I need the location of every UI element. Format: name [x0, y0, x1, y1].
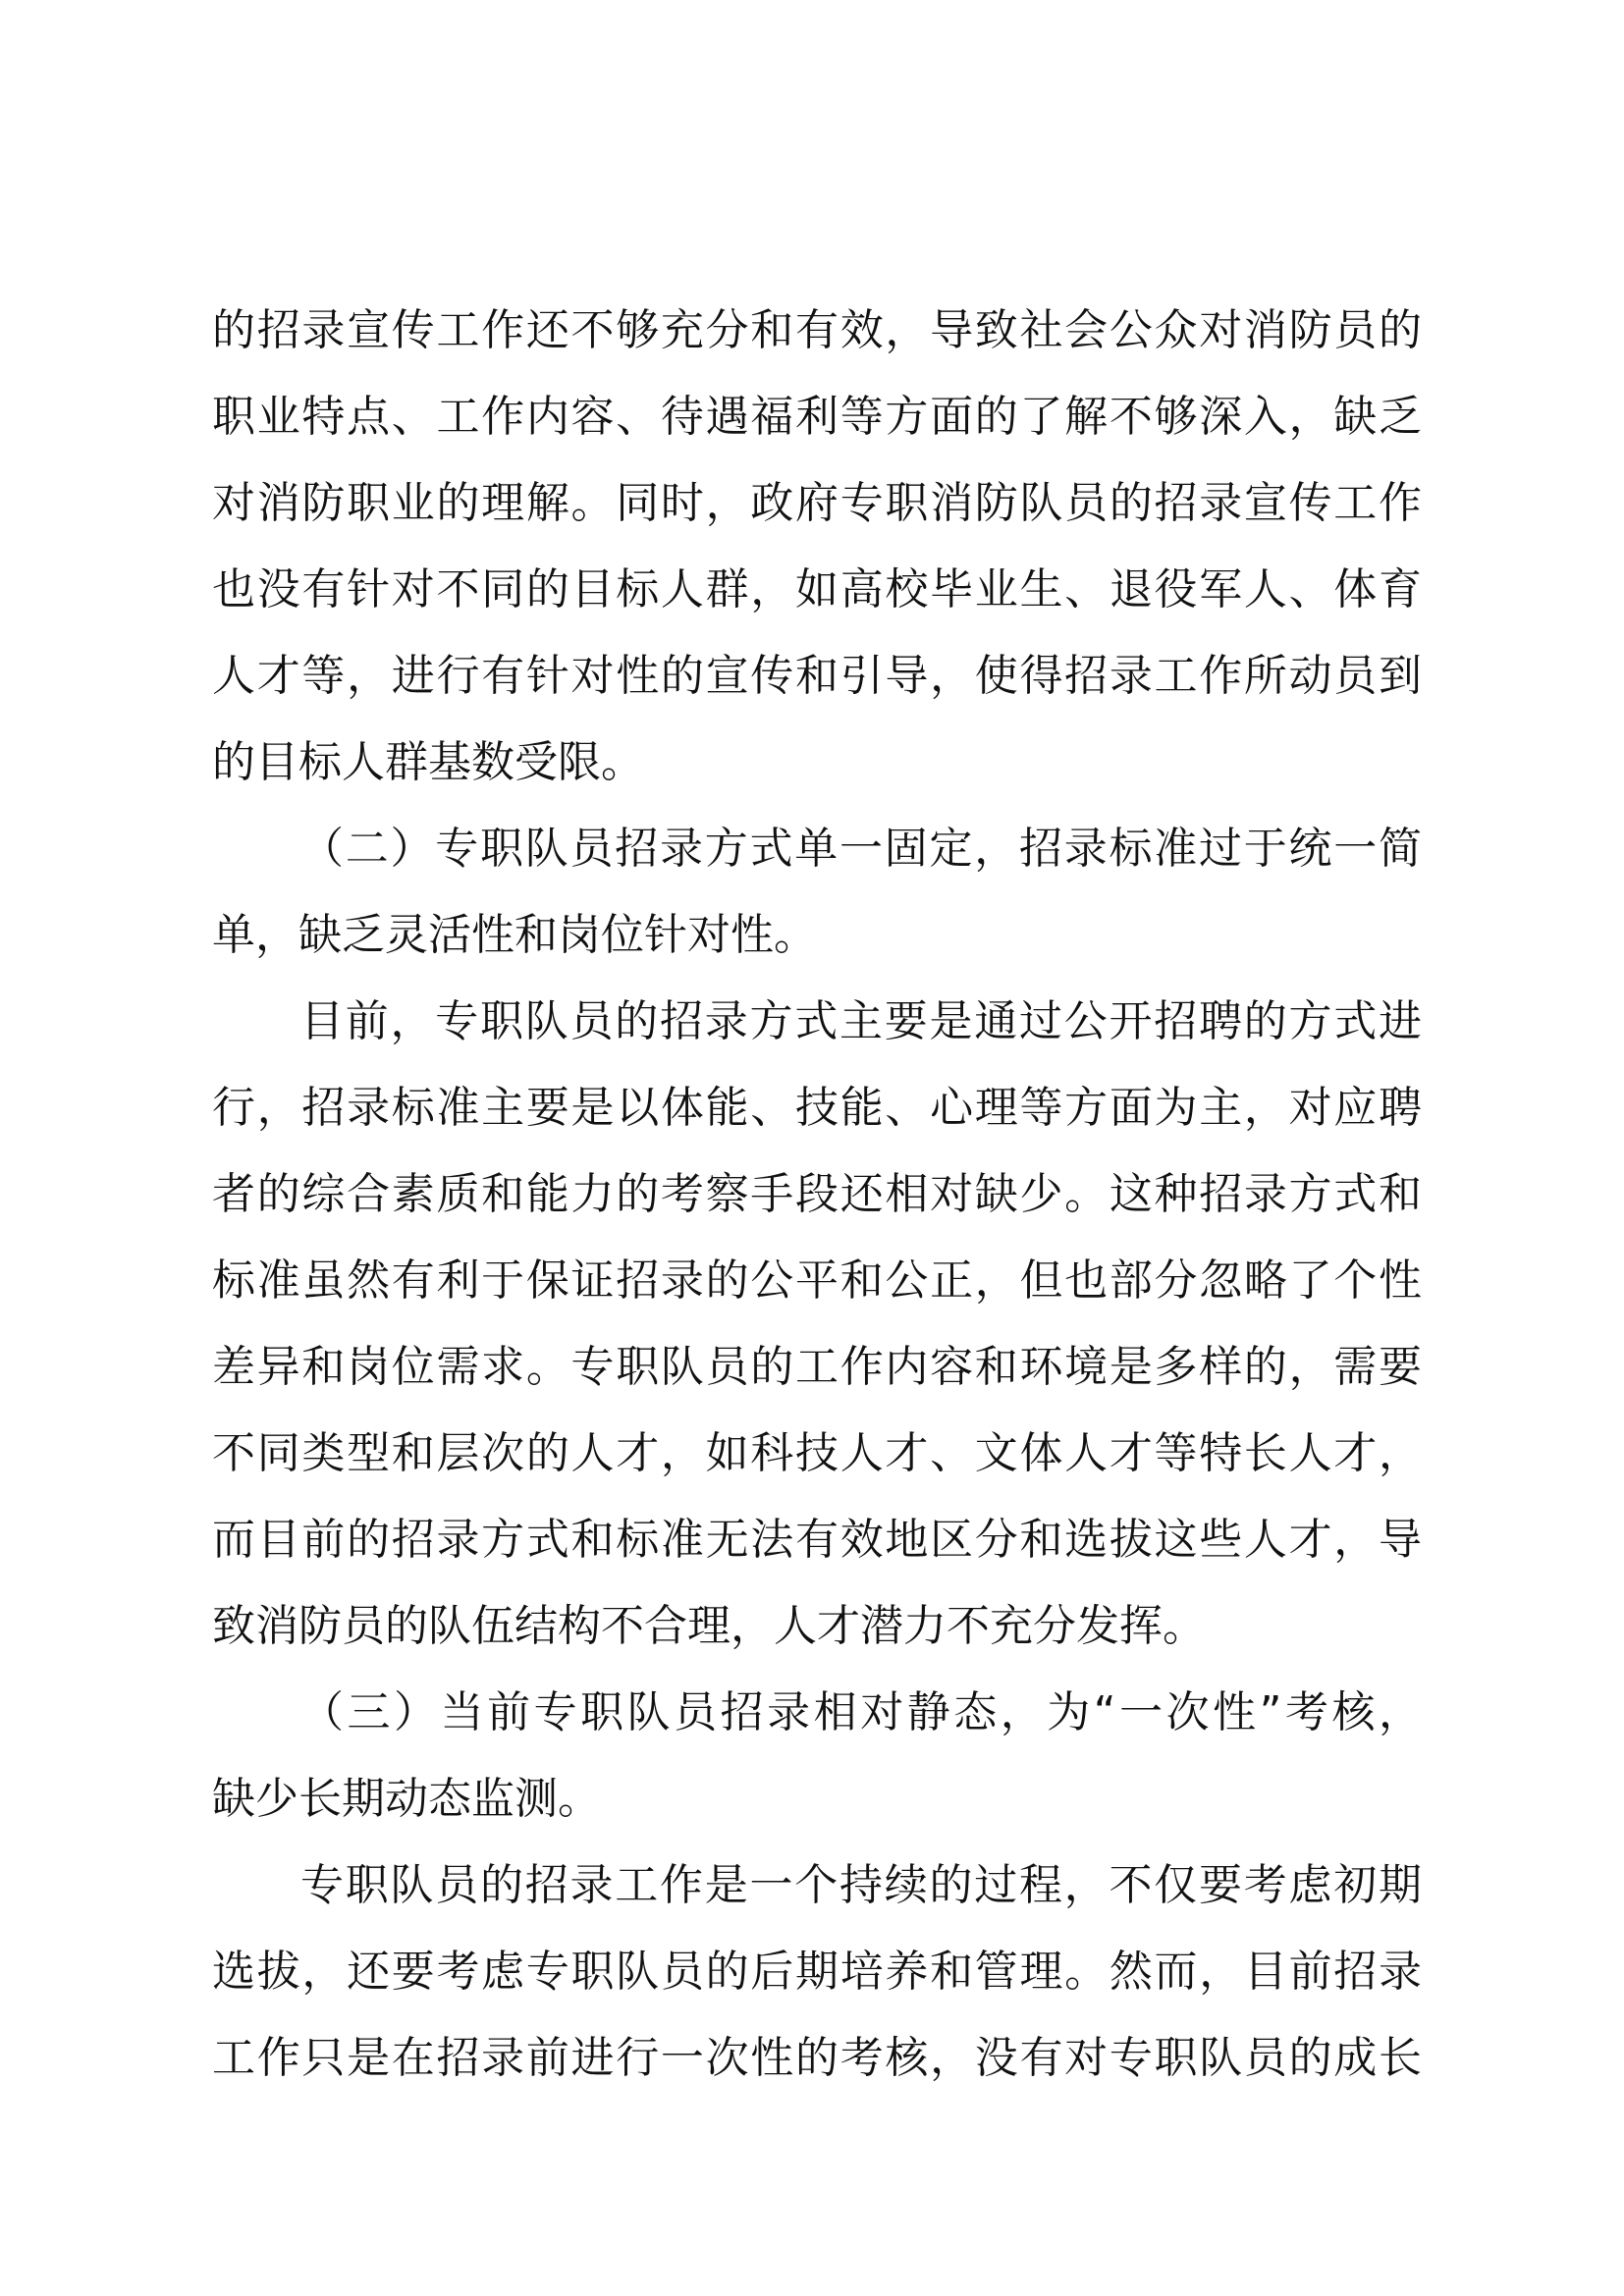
paragraph-line: 工作只是在招录前进行一次性的考核，没有对专职队员的成长	[212, 2033, 1422, 2083]
paragraph-line: 的招录宣传工作还不够充分和有效，导致社会公众对消防员的	[212, 305, 1422, 355]
paragraph-line: 对消防职业的理解。同时，政府专职消防队员的招录宣传工作	[212, 478, 1422, 528]
section-heading-line: 缺少长期动态监测。	[212, 1774, 601, 1824]
paragraph-line: 标准虽然有利于保证招录的公平和公正，但也部分忽略了个性	[212, 1255, 1422, 1306]
paragraph-line: 行，招录标准主要是以体能、技能、心理等方面为主，对应聘	[212, 1083, 1422, 1133]
paragraph-line: 的目标人群基数受限。	[212, 737, 644, 787]
paragraph-line: 人才等，进行有针对性的宣传和引导，使得招录工作所动员到	[212, 651, 1422, 701]
paragraph-line: 专职队员的招录工作是一个持续的过程，不仅要考虑初期	[300, 1860, 1422, 1910]
section-heading-line: （三）当前专职队员招录相对静态，为“一次性”考核，	[300, 1687, 1422, 1737]
paragraph-line: 而目前的招录方式和标准无法有效地区分和选拔这些人才，导	[212, 1515, 1422, 1565]
paragraph-line: 差异和岗位需求。专职队员的工作内容和环境是多样的，需要	[212, 1342, 1422, 1392]
paragraph-line: 目前，专职队员的招录方式主要是通过公开招聘的方式进	[300, 996, 1422, 1046]
section-heading-line: 单，缺乏灵活性和岗位针对性。	[212, 910, 817, 960]
paragraph-line: 也没有针对不同的目标人群，如高校毕业生、退役军人、体育	[212, 564, 1422, 614]
section-heading-line: （二）专职队员招录方式单一固定，招录标准过于统一简	[300, 824, 1422, 874]
paragraph-line: 职业特点、工作内容、待遇福利等方面的了解不够深入，缺乏	[212, 392, 1422, 442]
paragraph-line: 不同类型和层次的人才，如科技人才、文体人才等特长人才，	[212, 1428, 1422, 1478]
paragraph-line: 者的综合素质和能力的考察手段还相对缺少。这种招录方式和	[212, 1169, 1422, 1219]
paragraph-line: 选拔，还要考虑专职队员的后期培养和管理。然而，目前招录	[212, 1947, 1422, 1997]
paragraph-line: 致消防员的队伍结构不合理，人才潜力不充分发挥。	[212, 1601, 1206, 1651]
